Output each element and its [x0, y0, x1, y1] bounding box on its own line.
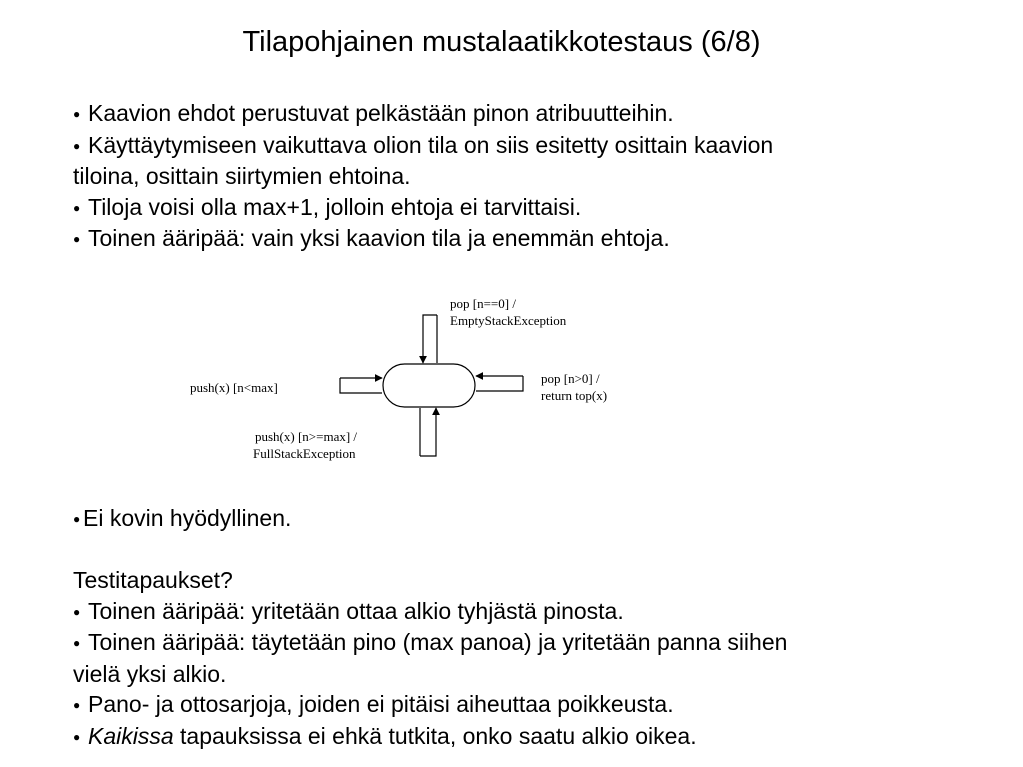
bullet-icon: ● [73, 604, 81, 619]
bullet-item [73, 596, 993, 628]
transition-arrow-top [423, 315, 437, 363]
bullet-continuation: vielä yksi alkio. [73, 660, 227, 687]
transition-label-top: pop [n==0] / EmptyStackException [450, 296, 567, 328]
transition-label-left: push(x) [n<max] [190, 380, 278, 395]
bullet-item [73, 503, 993, 535]
transition-label-bottom: push(x) [n>=max] / FullStackException [253, 429, 358, 461]
bullet-text: Toinen ääripää: yritetään ottaa alkio tyhjästä pinosta. [88, 597, 624, 624]
bullet-text: Ei kovin hyödyllinen. [83, 505, 292, 531]
bullet-text: Toinen ääripää: täytetään pino (max panoa) ja yritetään panna siihen [88, 629, 788, 655]
bullet-text: tapauksissa ei ehkä tutkita, onko saatu alkio oikea. [173, 722, 697, 749]
bullet-item [73, 689, 993, 721]
slide-title: Tilapohjainen mustalaatikkotestaus (6/8) [242, 26, 761, 58]
bullet-text: Toinen ääripää: vain yksi kaavion tila ja enemmän ehtoja. [88, 225, 670, 251]
bullet-icon: ● [73, 729, 81, 744]
bullet-item [73, 721, 993, 753]
bullet-text: Kaavion ehdot perustuvat pelkästään pinon atribuutteihin. [88, 100, 674, 126]
bullet-icon: ● [73, 200, 81, 215]
bullet-icon: ● [73, 138, 81, 153]
bullet-icon: ● [73, 698, 81, 712]
bullet-item [73, 627, 993, 659]
transition-arrow-right [476, 376, 523, 391]
bullet-text: Käyttäytymiseen vaikuttava olion tila on siis esitetty osittain kaavion [88, 131, 774, 158]
transition-arrow-left [340, 378, 382, 393]
bullet-icon: ● [73, 232, 81, 246]
bullet-text: Pano- ja ottosarjoja, joiden ei pitäisi aiheuttaa poikkeusta. [88, 691, 674, 717]
bullet-text: Tiloja voisi olla max+1, jolloin ehtoja ei tarvittaisi. [88, 193, 582, 220]
state-node [383, 364, 475, 407]
transition-arrow-bottom-head [420, 408, 436, 456]
outro-bullet-list [73, 503, 993, 752]
spacer [73, 535, 993, 566]
bullet-icon: ● [73, 107, 81, 121]
emphasis-text: Kaikissa [88, 722, 174, 749]
bullet-icon: ● [73, 512, 81, 526]
bullet-icon: ● [73, 636, 81, 650]
bullet-continuation: tiloina, osittain siirtymien ehtoina. [73, 163, 411, 189]
transition-label-right: pop [n>0] / return top(x) [541, 371, 608, 403]
tests-heading: Testitapaukset? [73, 567, 233, 593]
